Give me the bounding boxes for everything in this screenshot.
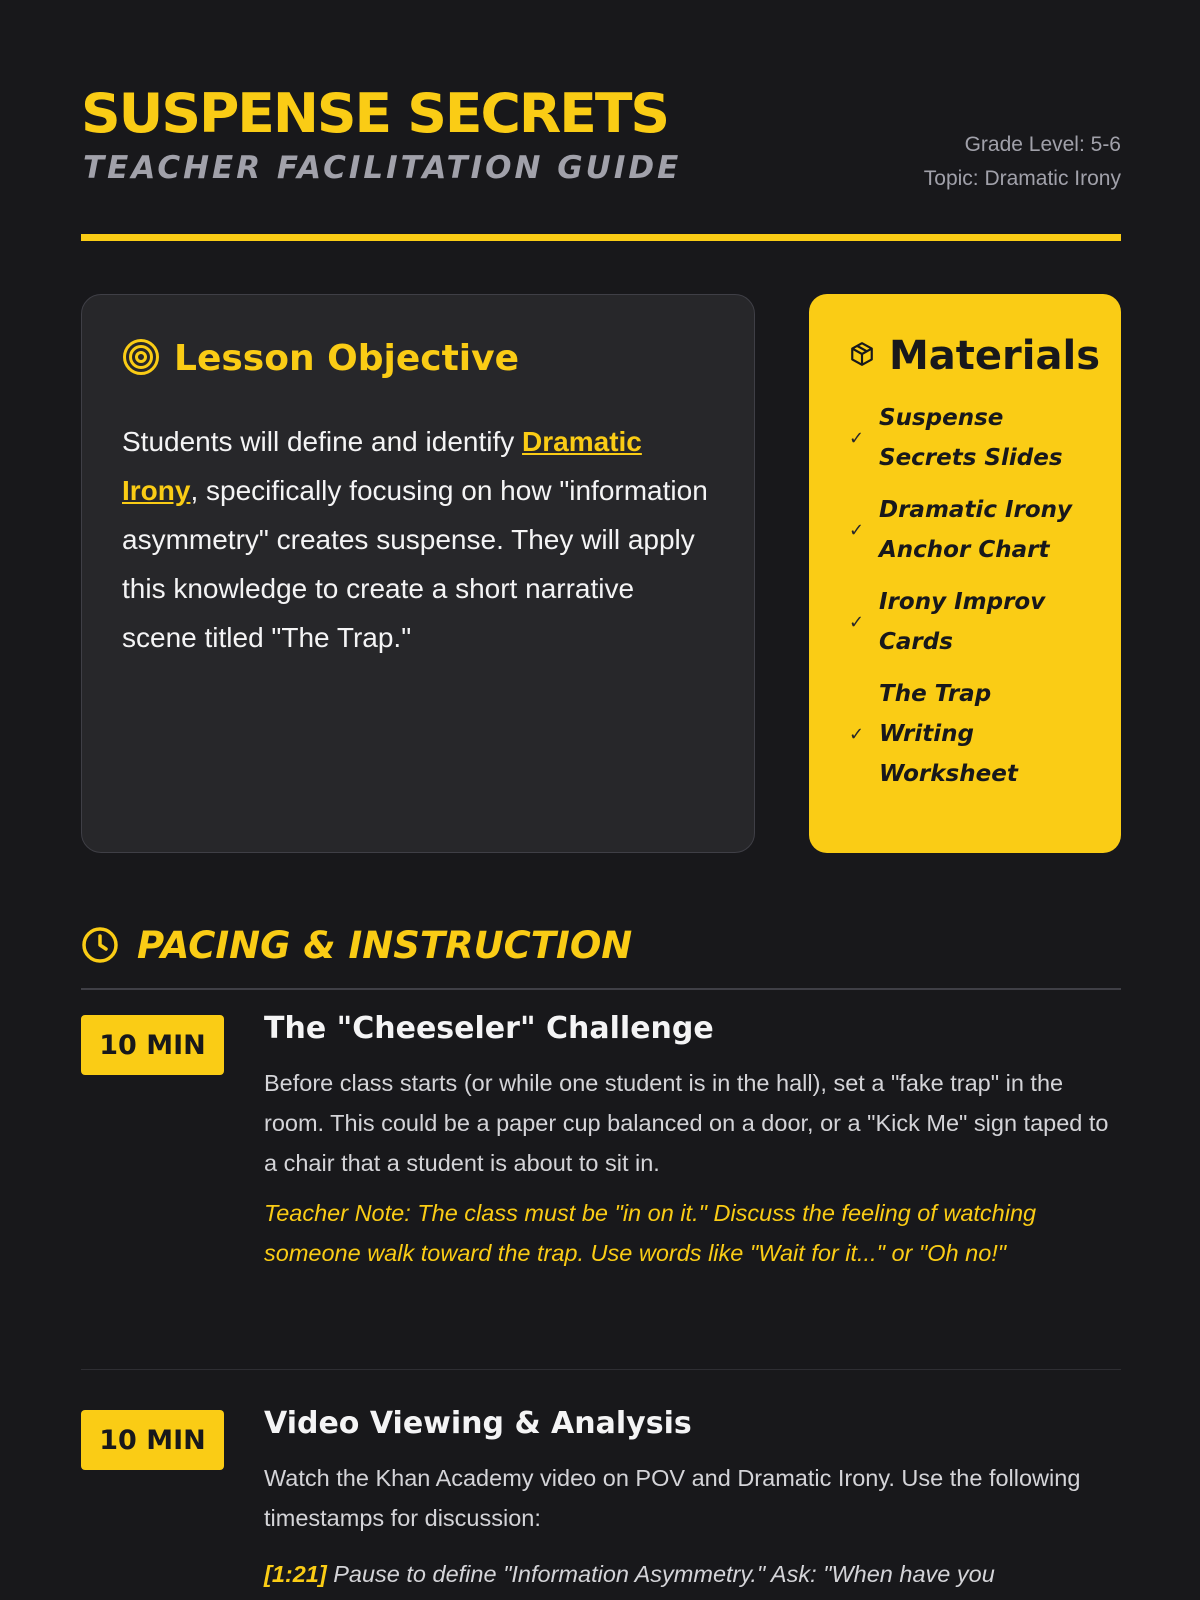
- materials-list: [849, 398, 1087, 794]
- step-title: The "Cheeseler" Challenge: [264, 1011, 714, 1046]
- guide-header: [81, 82, 1121, 242]
- objective-text-end: , specifically focusing on how "information asymmetry" creates suspense. They will apply this knowledge to create a short narrative scene titled "The Trap.": [122, 475, 708, 653]
- page-subtitle: TEACHER FACILITATION GUIDE: [83, 150, 682, 186]
- step-description: Before class starts (or while one student is in the hall), set a "fake trap" in the room. This could be a paper cup balanced on a door, or a "Kick Me" sign taped to a chair that a student is about to sit in.: [264, 1070, 1109, 1176]
- topic: Topic: Dramatic Irony: [923, 167, 1121, 190]
- checkmark-icon: ✓: [849, 611, 865, 633]
- header-divider: [81, 234, 1121, 241]
- objective-card: [81, 294, 755, 853]
- step-content: [264, 1406, 1121, 1594]
- lesson-guide-page: [81, 0, 1121, 1600]
- materials-card: [809, 294, 1121, 853]
- timestamp-text: Pause to define "Information Asymmetry." Ask: "When have you: [326, 1561, 995, 1587]
- dramatic-irony-link[interactable]: Dramatic Irony: [122, 426, 642, 506]
- teacher-note: Teacher Note: The class must be "in on it." Discuss the feeling of watching someone walk toward the trap. Use words like "Wait for it..." or "Oh no!": [264, 1200, 1037, 1266]
- material-label: Suspense Secrets Slides: [879, 405, 1063, 471]
- list-item: [849, 674, 1087, 794]
- objective-text-start: Students will define and identify: [122, 426, 523, 457]
- list-item: [849, 582, 1087, 662]
- material-label: Dramatic Irony Anchor Chart: [879, 497, 1073, 563]
- clock-icon: [81, 926, 119, 968]
- box-icon: [849, 341, 875, 371]
- objective-heading: Lesson Objective: [174, 338, 520, 379]
- pacing-heading: PACING & INSTRUCTION: [137, 924, 633, 967]
- list-item: [849, 490, 1087, 570]
- step-content: [264, 1011, 1121, 1273]
- pacing-step: [81, 1406, 1121, 1600]
- checkmark-icon: ✓: [849, 723, 865, 745]
- duration-badge: 10 MIN: [81, 1410, 224, 1470]
- target-icon: [122, 338, 160, 380]
- checkmark-icon: ✓: [849, 519, 865, 541]
- step-description: Watch the Khan Academy video on POV and Dramatic Irony. Use the following timestamps for discussion:: [264, 1465, 1081, 1531]
- checkmark-icon: ✓: [849, 427, 865, 449]
- timestamp-item: [264, 1554, 1121, 1594]
- duration-badge: 10 MIN: [81, 1015, 224, 1075]
- lesson-meta: [924, 128, 1121, 196]
- material-label: Irony Improv Cards: [879, 589, 1046, 655]
- pacing-section-header: [81, 920, 1121, 990]
- materials-heading: Materials: [889, 333, 1100, 379]
- step-title: Video Viewing & Analysis: [264, 1406, 692, 1441]
- list-item: [849, 398, 1087, 478]
- grade-level: Grade Level: 5-6: [964, 133, 1121, 156]
- page-title: SUSPENSE SECRETS: [81, 82, 668, 145]
- pacing-step: [81, 1011, 1121, 1370]
- timestamp: [1:21]: [264, 1561, 327, 1587]
- material-label: The Trap Writing Worksheet: [879, 681, 1018, 787]
- objective-text: [122, 417, 714, 662]
